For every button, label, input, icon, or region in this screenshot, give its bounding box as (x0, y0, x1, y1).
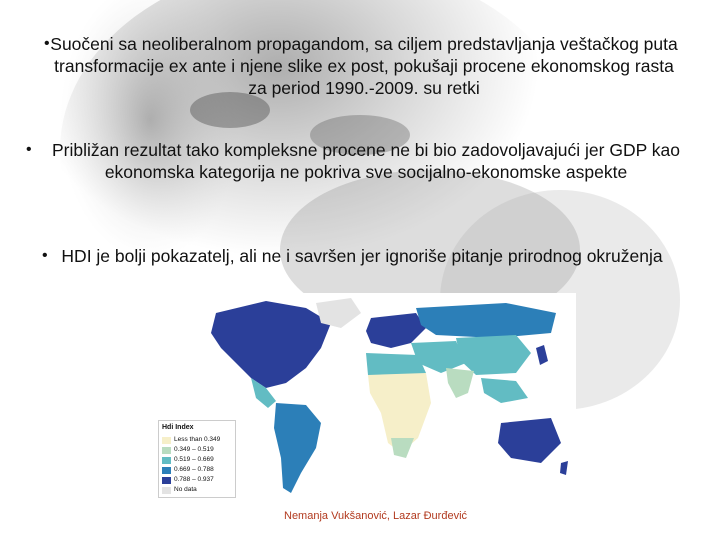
legend-label: 0.788 – 0.937 (174, 476, 214, 483)
legend-item (162, 435, 232, 445)
legend-item (162, 445, 232, 455)
legend-item (162, 475, 232, 485)
legend-label: No data (174, 486, 197, 493)
bullet-symbol: • (44, 35, 50, 52)
bullet-2 (26, 139, 706, 183)
bullet-symbol: • (42, 247, 48, 264)
bullet-2-text: Približan rezultat tako kompleksne procene ne bi bio zadovoljavajući jer GDP kao ekonomska kategorija ne pokriva sve socijalno-ekonomske aspekte (51, 140, 681, 182)
legend-swatch (162, 477, 171, 484)
map-legend (158, 420, 236, 498)
legend-label: 0.669 – 0.788 (174, 466, 214, 473)
legend-swatch (162, 457, 171, 464)
bullet-3-text: HDI je bolji pokazatelj, ali ne i savršen jer ignoriše pitanje prirodnog okruženja (61, 246, 663, 266)
bullet-1 (44, 33, 684, 99)
legend-swatch (162, 437, 171, 444)
author-footer: Nemanja Vukšanović, Lazar Đurđević (284, 510, 468, 522)
legend-swatch (162, 467, 171, 474)
legend-item (162, 455, 232, 465)
legend-swatch (162, 487, 171, 494)
legend-label: 0.519 – 0.669 (174, 456, 214, 463)
legend-title: Hdi Index (162, 424, 194, 431)
legend-item (162, 465, 232, 475)
legend-label: Less than 0.349 (174, 436, 221, 443)
legend-item (162, 485, 232, 495)
bullet-3 (42, 245, 682, 267)
bullet-1-text: Suočeni sa neoliberalnom propagandom, sa ciljem predstavljanja veštačkog puta transformacije ex ante i njene slike ex post, pokušaji procene ekonomskog rasta za period 1990.-2009. su retki (50, 34, 678, 98)
legend-label: 0.349 – 0.519 (174, 446, 214, 453)
legend-swatch (162, 447, 171, 454)
bullet-symbol: • (26, 141, 32, 158)
